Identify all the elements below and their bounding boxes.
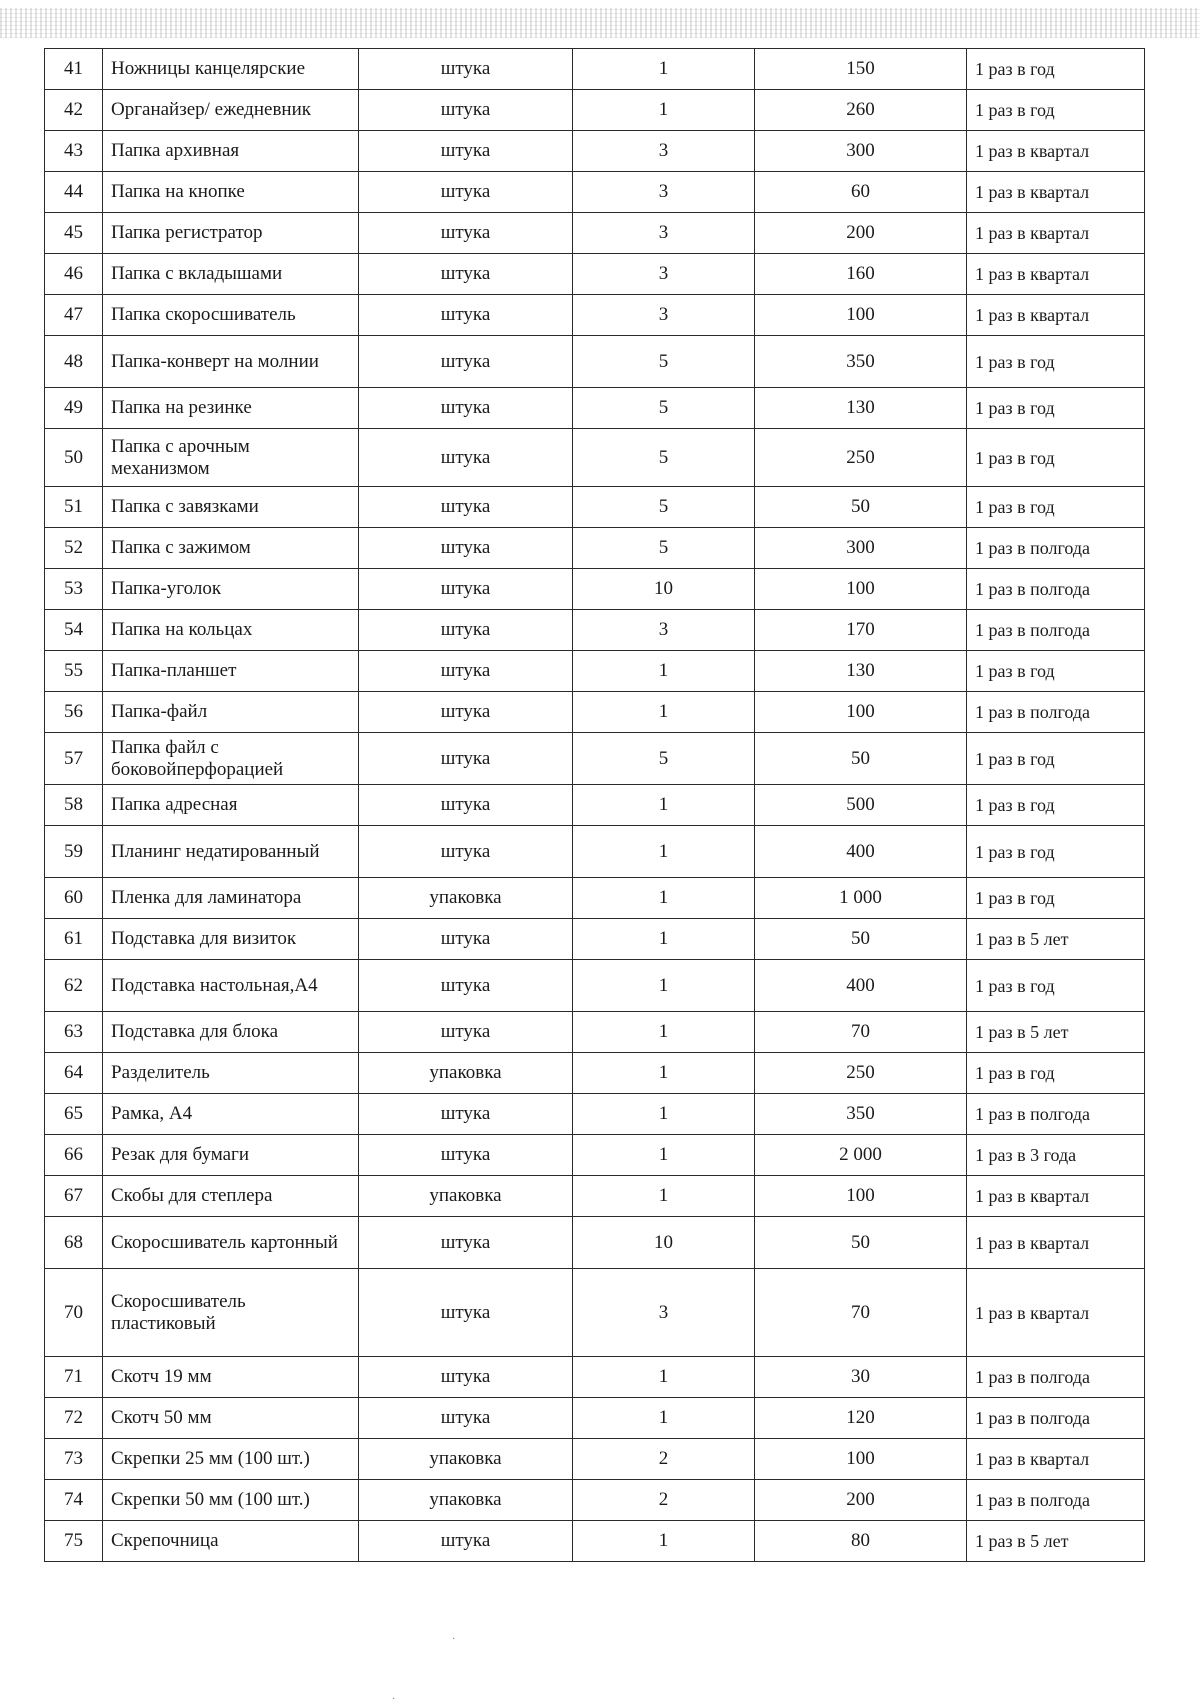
item-name-cell: Скобы для степлера <box>103 1176 359 1217</box>
supplies-table <box>44 48 1145 1562</box>
table-row <box>45 528 1145 569</box>
table-row <box>45 785 1145 826</box>
price-cell: 100 <box>755 692 967 733</box>
price-cell: 130 <box>755 651 967 692</box>
row-number-cell: 70 <box>45 1269 103 1357</box>
item-name-cell: Пленка для ламинатора <box>103 878 359 919</box>
item-name-cell: Планинг недатированный <box>103 826 359 878</box>
table-row <box>45 878 1145 919</box>
unit-cell: штука <box>359 1357 573 1398</box>
table-row <box>45 610 1145 651</box>
price-cell: 100 <box>755 295 967 336</box>
frequency-cell: 1 раз в год <box>967 336 1145 388</box>
item-name-cell: Папка с зажимом <box>103 528 359 569</box>
price-cell: 50 <box>755 1217 967 1269</box>
frequency-cell: 1 раз в квартал <box>967 131 1145 172</box>
quantity-cell: 3 <box>573 131 755 172</box>
frequency-cell: 1 раз в полгода <box>967 569 1145 610</box>
row-number-cell: 49 <box>45 388 103 429</box>
frequency-cell: 1 раз в полгода <box>967 1398 1145 1439</box>
price-cell: 2 000 <box>755 1135 967 1176</box>
quantity-cell: 1 <box>573 692 755 733</box>
unit-cell: штука <box>359 131 573 172</box>
item-name-cell: Папка-файл <box>103 692 359 733</box>
item-name-cell: Папка с вкладышами <box>103 254 359 295</box>
unit-cell: штука <box>359 429 573 487</box>
frequency-cell: 1 раз в квартал <box>967 1269 1145 1357</box>
quantity-cell: 3 <box>573 213 755 254</box>
quantity-cell: 10 <box>573 1217 755 1269</box>
row-number-cell: 44 <box>45 172 103 213</box>
row-number-cell: 60 <box>45 878 103 919</box>
unit-cell: штука <box>359 336 573 388</box>
item-name-cell: Подставка настольная,А4 <box>103 960 359 1012</box>
quantity-cell: 10 <box>573 569 755 610</box>
price-cell: 50 <box>755 487 967 528</box>
item-name-cell: Папка-планшет <box>103 651 359 692</box>
item-name-cell: Подставка для визиток <box>103 919 359 960</box>
frequency-cell: 1 раз в квартал <box>967 213 1145 254</box>
table-row <box>45 569 1145 610</box>
item-name-cell: Скотч 19 мм <box>103 1357 359 1398</box>
item-name-cell: Папка архивная <box>103 131 359 172</box>
frequency-cell: 1 раз в год <box>967 487 1145 528</box>
unit-cell: штука <box>359 733 573 785</box>
row-number-cell: 62 <box>45 960 103 1012</box>
row-number-cell: 67 <box>45 1176 103 1217</box>
frequency-cell: 1 раз в год <box>967 826 1145 878</box>
row-number-cell: 73 <box>45 1439 103 1480</box>
table-row <box>45 1480 1145 1521</box>
price-cell: 350 <box>755 1094 967 1135</box>
quantity-cell: 1 <box>573 960 755 1012</box>
row-number-cell: 41 <box>45 49 103 90</box>
unit-cell: штука <box>359 826 573 878</box>
row-number-cell: 58 <box>45 785 103 826</box>
quantity-cell: 1 <box>573 1094 755 1135</box>
item-name-cell: Органайзер/ ежедневник <box>103 90 359 131</box>
item-name-cell: Папка адресная <box>103 785 359 826</box>
price-cell: 50 <box>755 919 967 960</box>
table-row <box>45 429 1145 487</box>
row-number-cell: 48 <box>45 336 103 388</box>
row-number-cell: 74 <box>45 1480 103 1521</box>
table-row <box>45 1357 1145 1398</box>
unit-cell: штука <box>359 90 573 131</box>
table-row <box>45 131 1145 172</box>
scan-noise-top <box>0 8 1200 38</box>
quantity-cell: 3 <box>573 295 755 336</box>
price-cell: 300 <box>755 131 967 172</box>
frequency-cell: 1 раз в 5 лет <box>967 919 1145 960</box>
item-name-cell: Папка с арочным механизмом <box>103 429 359 487</box>
frequency-cell: 1 раз в год <box>967 785 1145 826</box>
item-name-cell: Скоросшиватель пластиковый <box>103 1269 359 1357</box>
quantity-cell: 1 <box>573 826 755 878</box>
quantity-cell: 5 <box>573 733 755 785</box>
frequency-cell: 1 раз в 3 года <box>967 1135 1145 1176</box>
row-number-cell: 47 <box>45 295 103 336</box>
table-row <box>45 960 1145 1012</box>
frequency-cell: 1 раз в полгода <box>967 1480 1145 1521</box>
price-cell: 400 <box>755 960 967 1012</box>
row-number-cell: 46 <box>45 254 103 295</box>
row-number-cell: 55 <box>45 651 103 692</box>
table-row <box>45 733 1145 785</box>
table-row <box>45 388 1145 429</box>
quantity-cell: 3 <box>573 172 755 213</box>
unit-cell: штука <box>359 213 573 254</box>
unit-cell: штука <box>359 254 573 295</box>
table-row <box>45 1012 1145 1053</box>
frequency-cell: 1 раз в квартал <box>967 295 1145 336</box>
quantity-cell: 2 <box>573 1480 755 1521</box>
row-number-cell: 72 <box>45 1398 103 1439</box>
price-cell: 400 <box>755 826 967 878</box>
unit-cell: штука <box>359 1217 573 1269</box>
table-row <box>45 1176 1145 1217</box>
frequency-cell: 1 раз в квартал <box>967 1217 1145 1269</box>
unit-cell: штука <box>359 295 573 336</box>
price-cell: 100 <box>755 569 967 610</box>
price-cell: 160 <box>755 254 967 295</box>
table-row <box>45 1053 1145 1094</box>
frequency-cell: 1 раз в 5 лет <box>967 1012 1145 1053</box>
price-cell: 100 <box>755 1439 967 1480</box>
row-number-cell: 64 <box>45 1053 103 1094</box>
item-name-cell: Папка-уголок <box>103 569 359 610</box>
frequency-cell: 1 раз в год <box>967 388 1145 429</box>
item-name-cell: Папка с завязками <box>103 487 359 528</box>
unit-cell: штука <box>359 1012 573 1053</box>
item-name-cell: Скотч 50 мм <box>103 1398 359 1439</box>
frequency-cell: 1 раз в полгода <box>967 528 1145 569</box>
unit-cell: штука <box>359 1269 573 1357</box>
frequency-cell: 1 раз в 5 лет <box>967 1521 1145 1562</box>
row-number-cell: 71 <box>45 1357 103 1398</box>
unit-cell: штука <box>359 388 573 429</box>
table-row <box>45 1217 1145 1269</box>
item-name-cell: Скрепки 25 мм (100 шт.) <box>103 1439 359 1480</box>
price-cell: 30 <box>755 1357 967 1398</box>
row-number-cell: 57 <box>45 733 103 785</box>
price-cell: 70 <box>755 1012 967 1053</box>
unit-cell: штука <box>359 487 573 528</box>
frequency-cell: 1 раз в квартал <box>967 254 1145 295</box>
price-cell: 1 000 <box>755 878 967 919</box>
price-cell: 80 <box>755 1521 967 1562</box>
row-number-cell: 65 <box>45 1094 103 1135</box>
quantity-cell: 5 <box>573 528 755 569</box>
frequency-cell: 1 раз в год <box>967 1053 1145 1094</box>
table-row <box>45 692 1145 733</box>
row-number-cell: 61 <box>45 919 103 960</box>
table-row <box>45 90 1145 131</box>
item-name-cell: Подставка для блока <box>103 1012 359 1053</box>
unit-cell: штука <box>359 651 573 692</box>
price-cell: 70 <box>755 1269 967 1357</box>
quantity-cell: 1 <box>573 651 755 692</box>
document-sheet <box>44 48 1144 1562</box>
row-number-cell: 42 <box>45 90 103 131</box>
frequency-cell: 1 раз в год <box>967 90 1145 131</box>
frequency-cell: 1 раз в квартал <box>967 172 1145 213</box>
item-name-cell: Ножницы канцелярские <box>103 49 359 90</box>
table-row <box>45 826 1145 878</box>
price-cell: 60 <box>755 172 967 213</box>
item-name-cell: Папка скоросшиватель <box>103 295 359 336</box>
price-cell: 500 <box>755 785 967 826</box>
unit-cell: упаковка <box>359 1053 573 1094</box>
table-row <box>45 254 1145 295</box>
row-number-cell: 66 <box>45 1135 103 1176</box>
quantity-cell: 5 <box>573 336 755 388</box>
row-number-cell: 52 <box>45 528 103 569</box>
quantity-cell: 3 <box>573 610 755 651</box>
price-cell: 130 <box>755 388 967 429</box>
frequency-cell: 1 раз в год <box>967 429 1145 487</box>
row-number-cell: 51 <box>45 487 103 528</box>
table-row <box>45 1439 1145 1480</box>
table-row <box>45 213 1145 254</box>
quantity-cell: 1 <box>573 1357 755 1398</box>
table-body <box>45 49 1145 1562</box>
table-row <box>45 1269 1145 1357</box>
quantity-cell: 2 <box>573 1439 755 1480</box>
quantity-cell: 1 <box>573 49 755 90</box>
price-cell: 200 <box>755 213 967 254</box>
price-cell: 350 <box>755 336 967 388</box>
item-name-cell: Папка регистратор <box>103 213 359 254</box>
quantity-cell: 5 <box>573 388 755 429</box>
item-name-cell: Рамка, А4 <box>103 1094 359 1135</box>
quantity-cell: 3 <box>573 254 755 295</box>
price-cell: 200 <box>755 1480 967 1521</box>
frequency-cell: 1 раз в год <box>967 960 1145 1012</box>
quantity-cell: 1 <box>573 1176 755 1217</box>
row-number-cell: 54 <box>45 610 103 651</box>
table-row <box>45 651 1145 692</box>
unit-cell: штука <box>359 919 573 960</box>
item-name-cell: Папка на кольцах <box>103 610 359 651</box>
price-cell: 120 <box>755 1398 967 1439</box>
table-row <box>45 336 1145 388</box>
quantity-cell: 1 <box>573 919 755 960</box>
unit-cell: упаковка <box>359 1439 573 1480</box>
table-row <box>45 1398 1145 1439</box>
price-cell: 300 <box>755 528 967 569</box>
unit-cell: штука <box>359 960 573 1012</box>
frequency-cell: 1 раз в квартал <box>967 1176 1145 1217</box>
unit-cell: штука <box>359 49 573 90</box>
price-cell: 260 <box>755 90 967 131</box>
unit-cell: штука <box>359 1094 573 1135</box>
quantity-cell: 1 <box>573 90 755 131</box>
price-cell: 250 <box>755 429 967 487</box>
unit-cell: штука <box>359 528 573 569</box>
quantity-cell: 1 <box>573 1012 755 1053</box>
item-name-cell: Резак для бумаги <box>103 1135 359 1176</box>
quantity-cell: 1 <box>573 1398 755 1439</box>
frequency-cell: 1 раз в полгода <box>967 610 1145 651</box>
unit-cell: штука <box>359 1135 573 1176</box>
price-cell: 250 <box>755 1053 967 1094</box>
frequency-cell: 1 раз в полгода <box>967 1357 1145 1398</box>
row-number-cell: 53 <box>45 569 103 610</box>
quantity-cell: 5 <box>573 487 755 528</box>
frequency-cell: 1 раз в год <box>967 733 1145 785</box>
quantity-cell: 5 <box>573 429 755 487</box>
row-number-cell: 50 <box>45 429 103 487</box>
row-number-cell: 45 <box>45 213 103 254</box>
row-number-cell: 75 <box>45 1521 103 1562</box>
table-row <box>45 919 1145 960</box>
quantity-cell: 1 <box>573 1135 755 1176</box>
item-name-cell: Скоросшиватель картонный <box>103 1217 359 1269</box>
quantity-cell: 1 <box>573 785 755 826</box>
table-row <box>45 1521 1145 1562</box>
frequency-cell: 1 раз в квартал <box>967 1439 1145 1480</box>
frequency-cell: 1 раз в полгода <box>967 692 1145 733</box>
table-row <box>45 172 1145 213</box>
item-name-cell: Папка на резинке <box>103 388 359 429</box>
item-name-cell: Разделитель <box>103 1053 359 1094</box>
quantity-cell: 1 <box>573 1521 755 1562</box>
item-name-cell: Скрепки 50 мм (100 шт.) <box>103 1480 359 1521</box>
unit-cell: упаковка <box>359 1480 573 1521</box>
table-row <box>45 1135 1145 1176</box>
price-cell: 50 <box>755 733 967 785</box>
quantity-cell: 3 <box>573 1269 755 1357</box>
table-row <box>45 1094 1145 1135</box>
unit-cell: упаковка <box>359 878 573 919</box>
unit-cell: штука <box>359 785 573 826</box>
frequency-cell: 1 раз в полгода <box>967 1094 1145 1135</box>
table-row <box>45 49 1145 90</box>
item-name-cell: Скрепочница <box>103 1521 359 1562</box>
price-cell: 100 <box>755 1176 967 1217</box>
unit-cell: штука <box>359 1398 573 1439</box>
row-number-cell: 63 <box>45 1012 103 1053</box>
row-number-cell: 59 <box>45 826 103 878</box>
row-number-cell: 68 <box>45 1217 103 1269</box>
frequency-cell: 1 раз в год <box>967 878 1145 919</box>
unit-cell: штука <box>359 692 573 733</box>
frequency-cell: 1 раз в год <box>967 49 1145 90</box>
quantity-cell: 1 <box>573 878 755 919</box>
item-name-cell: Папка на кнопке <box>103 172 359 213</box>
item-name-cell: Папка файл с боковойперфорацией <box>103 733 359 785</box>
unit-cell: упаковка <box>359 1176 573 1217</box>
price-cell: 170 <box>755 610 967 651</box>
item-name-cell: Папка-конверт на молнии <box>103 336 359 388</box>
table-row <box>45 487 1145 528</box>
frequency-cell: 1 раз в год <box>967 651 1145 692</box>
unit-cell: штука <box>359 569 573 610</box>
table-row <box>45 295 1145 336</box>
row-number-cell: 56 <box>45 692 103 733</box>
price-cell: 150 <box>755 49 967 90</box>
quantity-cell: 1 <box>573 1053 755 1094</box>
unit-cell: штука <box>359 610 573 651</box>
unit-cell: штука <box>359 172 573 213</box>
unit-cell: штука <box>359 1521 573 1562</box>
row-number-cell: 43 <box>45 131 103 172</box>
